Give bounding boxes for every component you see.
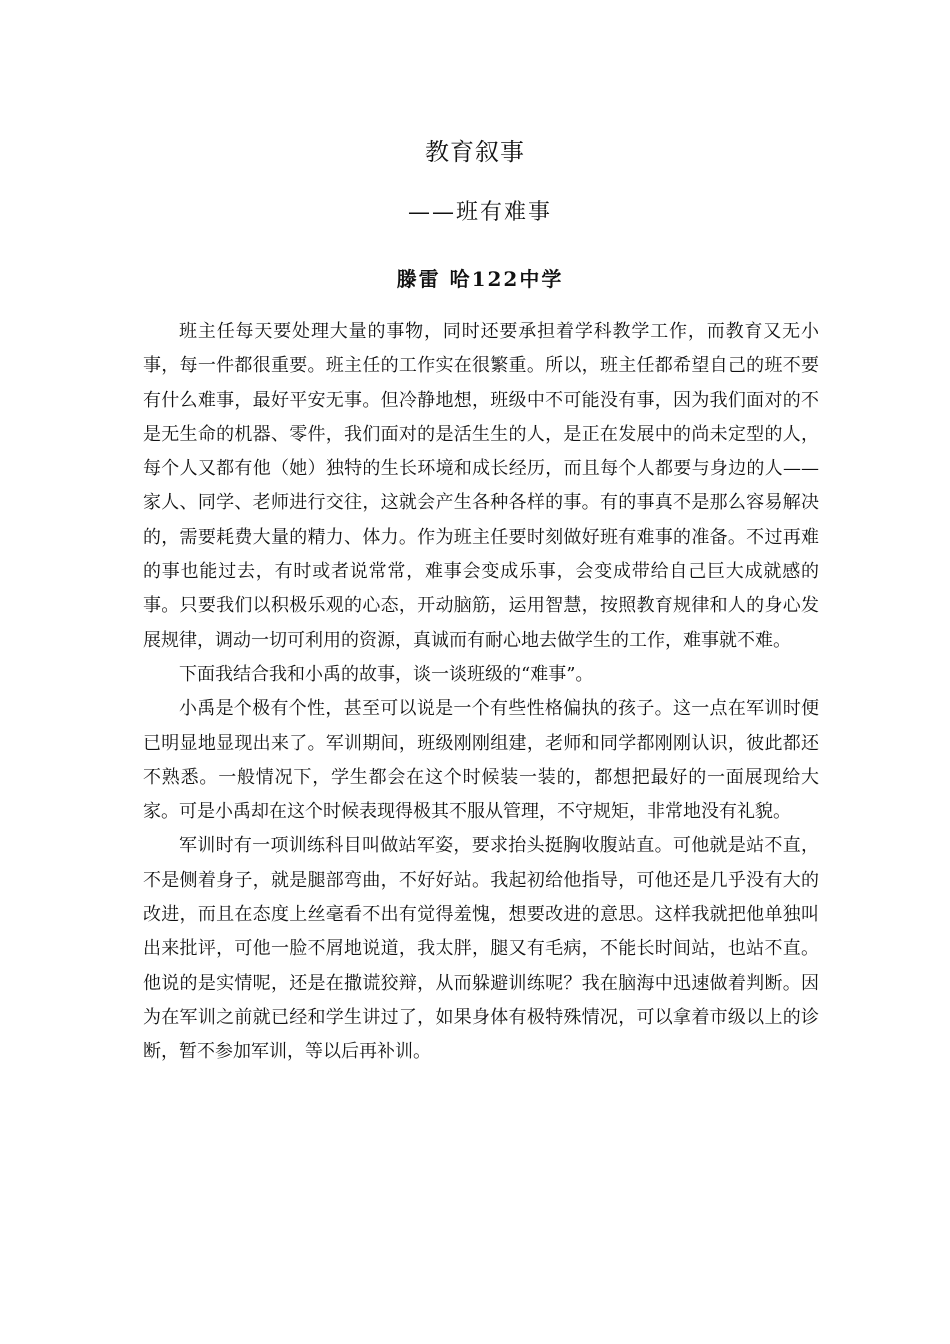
document-title: 教育叙事 bbox=[425, 138, 525, 166]
paragraph: 下面我结合我和小禹的故事，谈一谈班级的“难事”。 bbox=[179, 663, 594, 685]
body-text bbox=[143, 315, 819, 1070]
paragraph: 军训时有一项训练科目叫做站军姿，要求抬头挺胸收腹站直。可他就是站不直，不是侧着身子，就是腿部弯曲，不好好站。我起初给他指导，可他还是几乎没有大的改进，而且在态度上丝毫看不出有觉得羞愧，想要改进的意思。这样我就把他单独叫出来批评，可他一脸不屑地说道，我太胖，腿又有毛病，不能长时间站，也站不直。他说的是实情呢，还是在撒谎狡辩，从而躲避训练呢？我在脑海中迅速做着判断。因为在军训之前就已经和学生讲过了，如果身体有极特殊情况，可以拿着市级以上的诊断，暂不参加军训，等以后再补训。 bbox=[143, 835, 819, 1063]
paragraph: 班主任每天要处理大量的事物，同时还要承担着学科教学工作，而教育又无小事，每一件都很重要。班主任的工作实在很繁重。所以，班主任都希望自己的班不要有什么难事，最好平安无事。但冷静地想，班级中不可能没有事，因为我们面对的不是无生命的机器、零件，我们面对的是活生生的人，是正在发展中的尚未定型的人，每个人又都有他（她）独特的生长环境和成长经历，而且每个人都要与身边的人——家人、同学、老师进行交往，这就会产生各种各样的事。有的事真不是那么容易解决的，需要耗费大量的精力、体力。作为班主任要时刻做好班有难事的准备。不过再难的事也能过去，有时或者说常常，难事会变成乐事，会变成带给自己巨大成就感的事。只要我们以积极乐观的心态，开动脑筋，运用智慧，按照教育规律和人的身心发展规律，调动一切可利用的资源，真诚而有耐心地去做学生的工作，难事就不难。 bbox=[143, 321, 819, 651]
paragraph: 小禹是个极有个性，甚至可以说是一个有些性格偏执的孩子。这一点在军训时便已明显地显现出来了。军训期间，班级刚刚组建，老师和同学都刚刚认识，彼此都还不熟悉。一般情况下，学生都会在这个时候装一装的，都想把最好的一面展现给大家。可是小禹却在这个时候表现得极其不服从管理，不守规矩，非常地没有礼貌。 bbox=[143, 698, 819, 823]
document-subtitle: ——班有难事 bbox=[407, 200, 552, 225]
author-line: 滕雷 哈122中学 bbox=[396, 267, 564, 291]
